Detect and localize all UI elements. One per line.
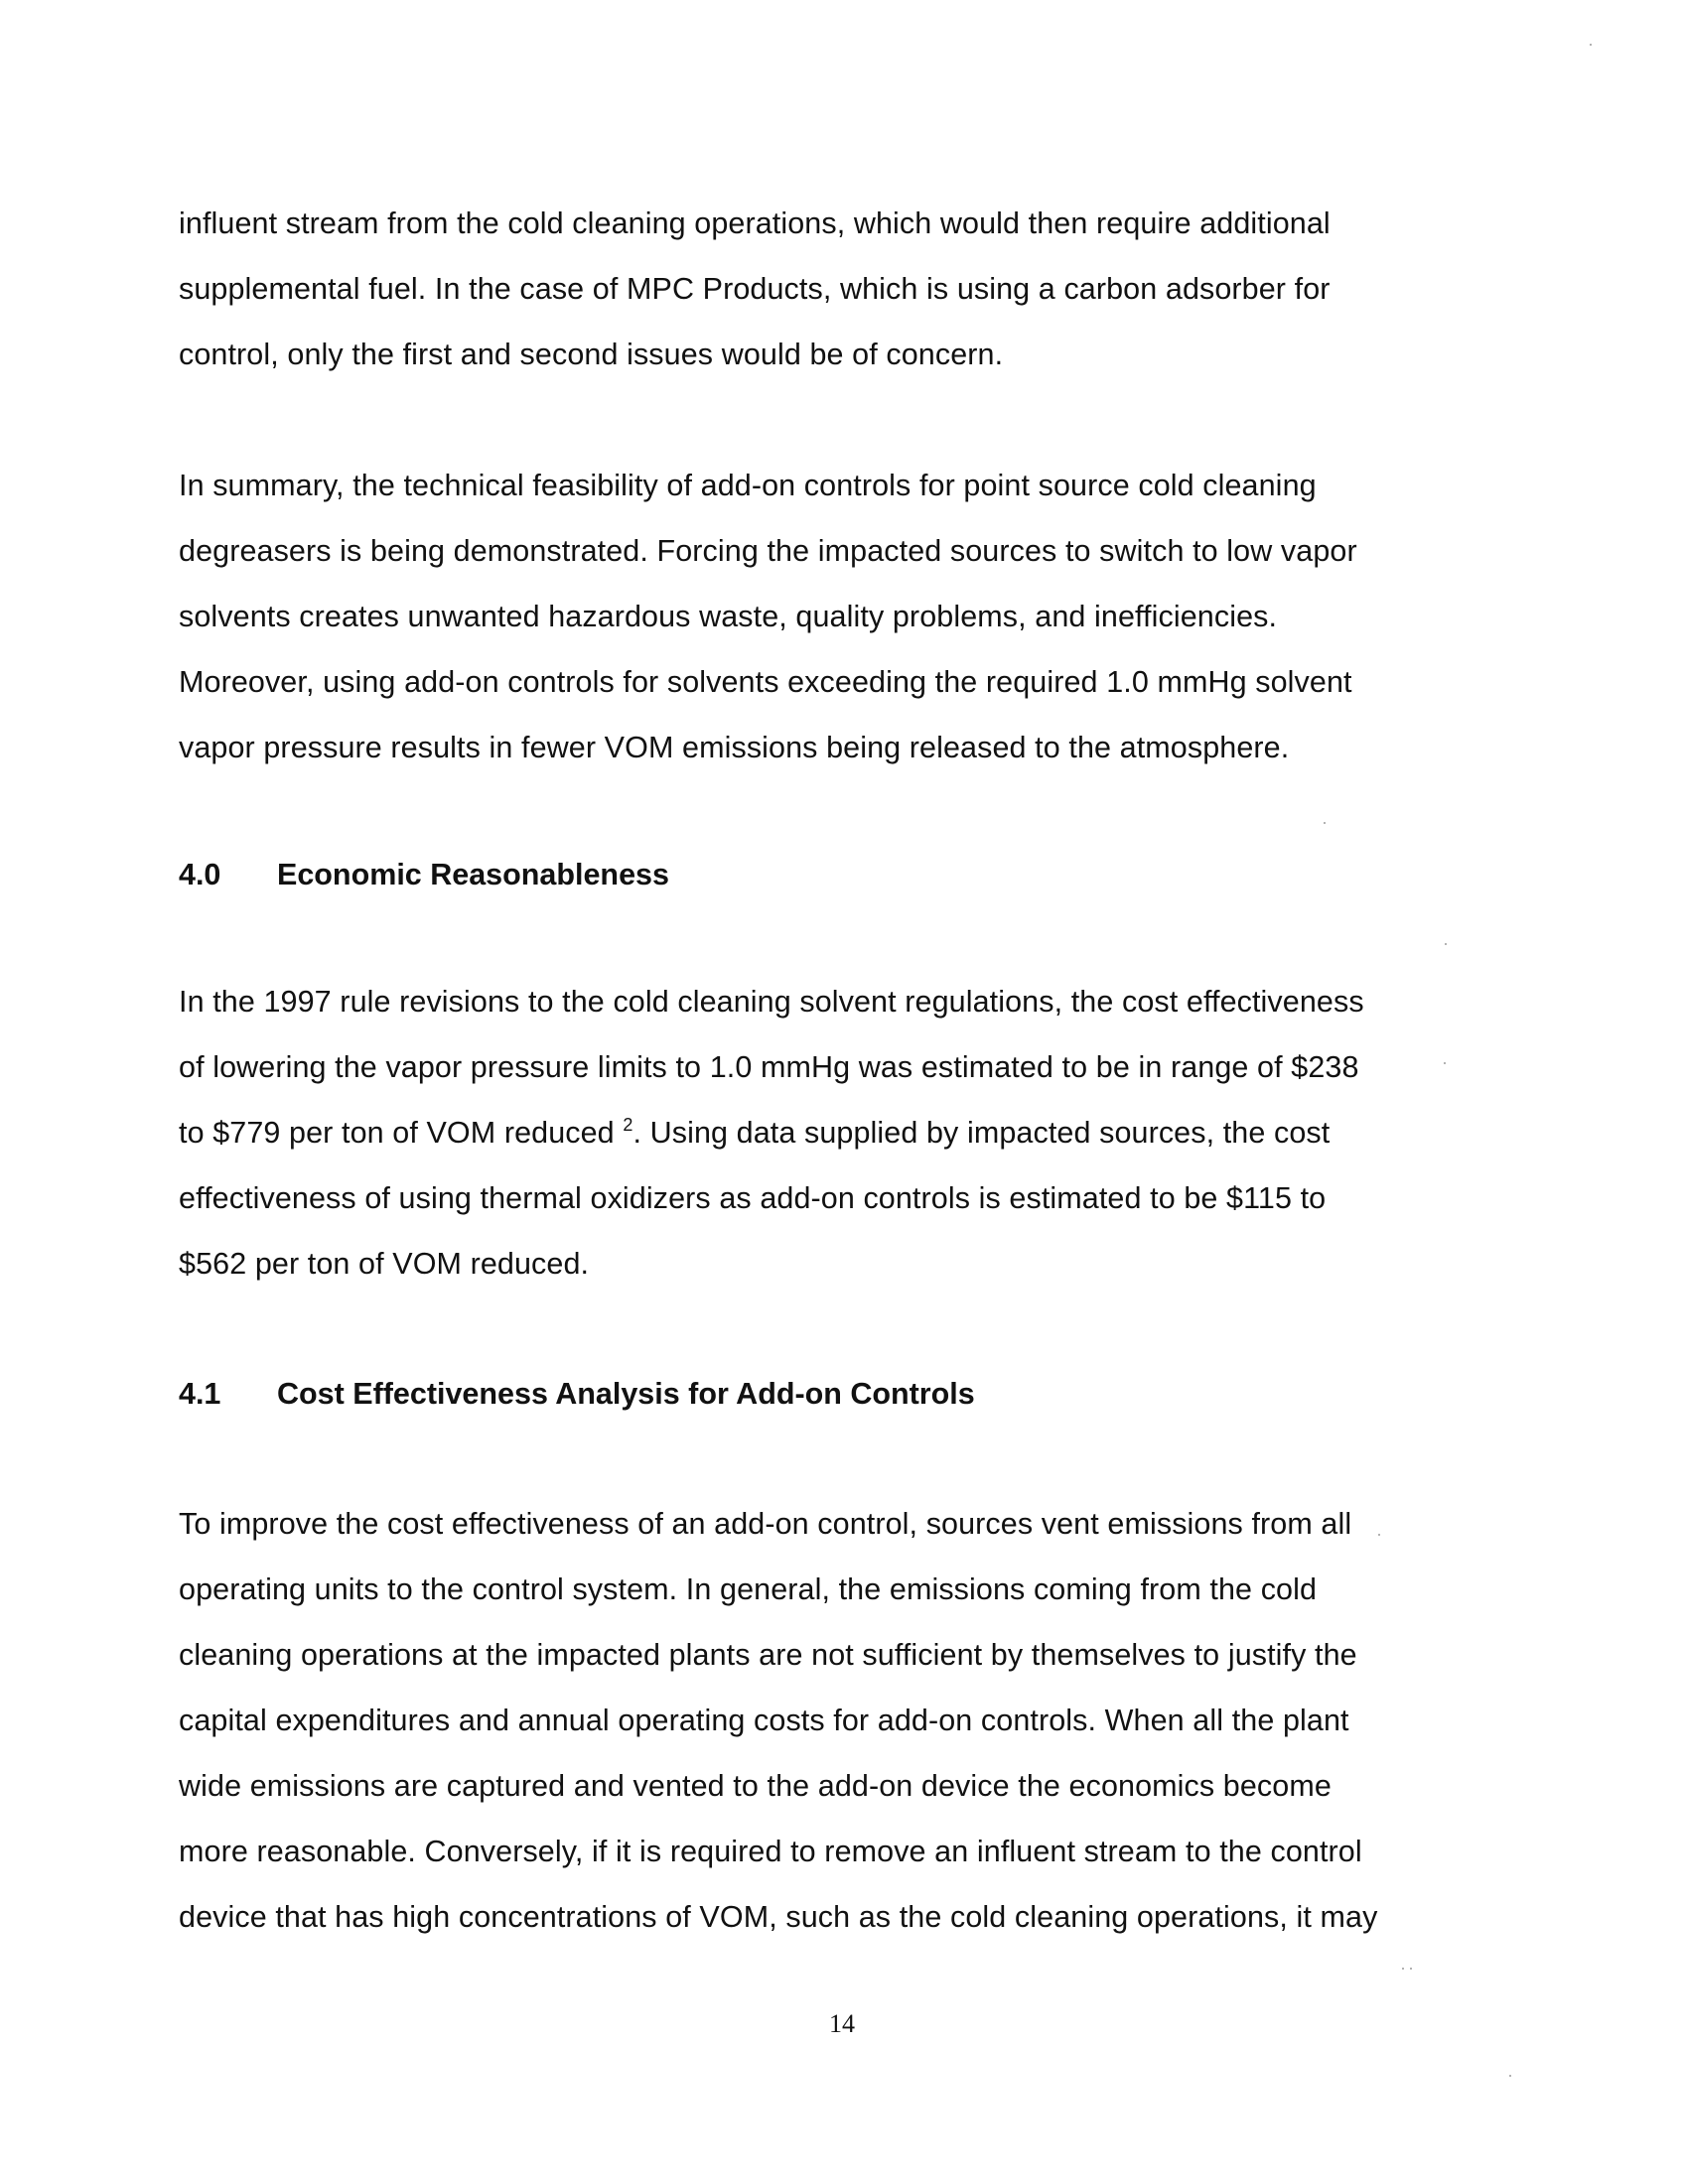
scan-speck [1324,822,1326,824]
text-line: operating units to the control system. In general, the emissions coming from the cold [179,1572,1318,1606]
scan-speck [1378,1534,1380,1536]
section-heading-4-0 [179,855,669,894]
section-number: 4.0 [179,858,221,891]
text-line: In the 1997 rule revisions to the cold cleaning solvent regulations, the cost effectiveness [179,985,1364,1019]
scan-speck [1509,2075,1511,2077]
text-line: wide emissions are captured and vented to the add-on device the economics become [179,1769,1332,1803]
scan-speck [1410,1968,1412,1970]
scan-speck [1445,943,1447,945]
page-number: 14 [829,2009,855,2038]
section-title: Economic Reasonableness [277,858,669,891]
scan-speck [1590,44,1592,46]
text-line: solvents creates unwanted hazardous waste, quality problems, and inefficiencies. [179,600,1278,633]
paragraph-summary [179,453,1470,780]
text-line: capital expenditures and annual operating costs for add-on controls. When all the plant [179,1704,1349,1737]
text-line: vapor pressure results in fewer VOM emissions being released to the atmosphere. [179,731,1290,764]
text-line: Moreover, using add-on controls for solvents exceeding the required 1.0 mmHg solvent [179,665,1352,699]
paragraph-economic-reasonableness [179,969,1470,1297]
text-line [179,1100,1470,1165]
text-line: of lowering the vapor pressure limits to 1.0 mmHg was estimated to be in range of $238 [179,1050,1359,1084]
text-segment: . Using data supplied by impacted sources, the cost [632,1116,1331,1150]
section-title: Cost Effectiveness Analysis for Add-on Controls [277,1377,975,1411]
text-line: control, only the first and second issues would be of concern. [179,338,1004,371]
text-segment: to $779 per ton of VOM reduced [179,1116,624,1150]
section-heading-4-1 [179,1374,975,1414]
scan-speck [1402,1968,1404,1970]
text-line: more reasonable. Conversely, if it is required to remove an influent stream to the control [179,1835,1362,1868]
text-line: degreasers is being demonstrated. Forcing the impacted sources to switch to low vapor [179,534,1357,568]
scan-speck [1444,1062,1446,1064]
text-line: In summary, the technical feasibility of add-on controls for point source cold cleaning [179,469,1317,502]
footnote-reference: 2 [623,1115,633,1135]
text-line: supplemental fuel. In the case of MPC Products, which is using a carbon adsorber for [179,272,1331,306]
paragraph-influent-stream [179,191,1470,387]
text-line: cleaning operations at the impacted plants are not sufficient by themselves to justify the [179,1638,1357,1672]
text-line: effectiveness of using thermal oxidizers as add-on controls is estimated to be $115 to [179,1181,1327,1215]
text-line: device that has high concentrations of VOM, such as the cold cleaning operations, it may [179,1900,1378,1934]
section-number: 4.1 [179,1377,221,1411]
text-line: To improve the cost effectiveness of an add-on control, sources vent emissions from all [179,1507,1352,1541]
text-line: $562 per ton of VOM reduced. [179,1247,590,1281]
text-line: influent stream from the cold cleaning operations, which would then require additional [179,206,1331,240]
paragraph-cost-effectiveness [179,1491,1470,1950]
